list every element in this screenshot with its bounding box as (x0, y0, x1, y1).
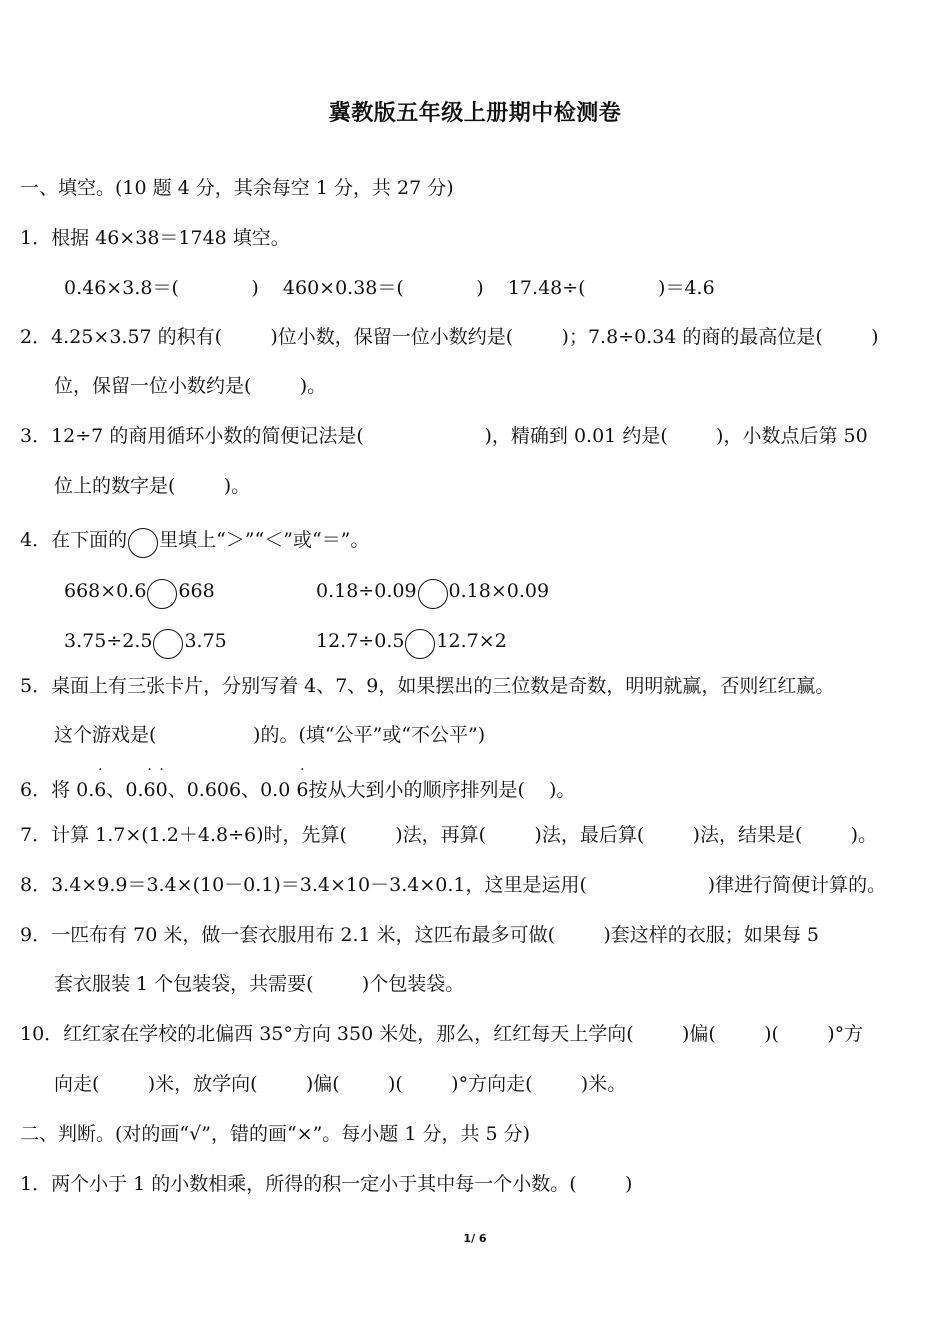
q4-row2-a-right: 3.75 (184, 630, 227, 652)
q9-line1: 9．一匹布有 70 米，做一套衣服用布 2.1 米，这匹布最多可做( )套这样的衣服；如果每 5 (20, 924, 819, 946)
compare-circle-1[interactable] (147, 579, 177, 609)
q2-line1: 2．4.25×3.57 的积有( )位小数，保留一位小数约是( )；7.8÷0.34 的商的最高位是( ) (20, 326, 879, 348)
q4-row2-a-left: 3.75÷2.5 (64, 630, 153, 652)
q10-line1: 10．红红家在学校的北偏西 35°方向 350 米处，那么，红红每天上学向( )偏( )( )°方 (20, 1023, 864, 1045)
page-title: 冀教版五年级上册期中检测卷 (328, 101, 622, 126)
section2-heading: 二、判断。(对的画“√”，错的画“×”。每小题 1 分，共 5 分) (20, 1123, 531, 1145)
circle-icon (128, 528, 158, 558)
compare-circle-4[interactable] (405, 629, 435, 659)
q4-row1-a-right: 668 (178, 580, 215, 602)
q4-row2-b-left: 12.7÷0.5 (316, 630, 405, 652)
q4-row1-b-right: 0.18×0.09 (448, 580, 550, 602)
q4-row2 (64, 628, 944, 659)
q10-line2: 向走( )米，放学向( )偏( )( )°方向走( )米。 (54, 1073, 627, 1095)
q4-row1-b-left: 0.18÷0.09 (316, 580, 417, 602)
q4-suffix: 里填上“＞”“＜”或“＝”。 (159, 529, 370, 551)
compare-circle-2[interactable] (418, 579, 448, 609)
q4-row1-a-left: 668×0.6 (64, 580, 147, 602)
q3-line2: 位上的数字是( )。 (54, 475, 251, 497)
q8-text: 8．3.4×9.9＝3.4×(10－0.1)＝3.4×10－3.4×0.1，这里是运用( )律进行简便计算的。 (20, 874, 887, 896)
q6-p5: 按从大到小的顺序排列是( )。 (308, 779, 576, 801)
q4-prefix: 4．在下面的 (20, 529, 128, 551)
compare-circle-3[interactable] (153, 629, 183, 659)
q6-p1: 6．将 0. (20, 779, 95, 801)
q6-text (20, 777, 575, 803)
q5-line2: 这个游戏是( )的。(填“公平”或“不公平”) (54, 724, 486, 746)
q5-line1: 5．桌面上有三张卡片，分别写着 4、7、9，如果摆出的三位数是奇数，明明就赢，否则红红赢。 (20, 675, 835, 697)
q6-repeat-digit-2: · 6 (144, 777, 156, 803)
q4-row1 (64, 578, 944, 609)
q6-repeat-digit-4: · 6 (296, 777, 308, 803)
q1-sub: 0.46×3.8＝( ) 460×0.38＝( ) 17.48÷( )＝4.6 (64, 277, 715, 299)
q6-p2: 、0. (106, 779, 144, 801)
q2-line2: 位，保留一位小数约是( )。 (54, 375, 327, 397)
s2-q1-text: 1．两个小于 1 的小数相乘，所得的积一定小于其中每一个小数。( ) (20, 1173, 633, 1195)
q7-text: 7．计算 1.7×(1.2＋4.8÷6)时，先算( )法，再算( )法，最后算( )法，结果是( )。 (20, 824, 878, 846)
q1-text: 1．根据 46×38＝1748 填空。 (20, 227, 290, 249)
q3-line1: 3．12÷7 的商用循环小数的简便记法是( )，精确到 0.01 约是( )，小数点后第 50 (20, 425, 868, 447)
q9-line2: 套衣服装 1 个包装袋，共需要( )个包装袋。 (54, 973, 465, 995)
page-number: 1/ 6 (463, 1232, 487, 1245)
section1-heading: 一、填空。(10 题 4 分，其余每空 1 分，共 27 分) (20, 177, 454, 199)
q4-text (20, 527, 369, 558)
q6-p4: 、0.606、0.0 (167, 779, 297, 801)
q4-row2-b-right: 12.7×2 (436, 630, 507, 652)
q6-repeat-digit-3: · 0 (156, 777, 168, 803)
q6-repeat-digit-1: · 6 (94, 777, 106, 803)
